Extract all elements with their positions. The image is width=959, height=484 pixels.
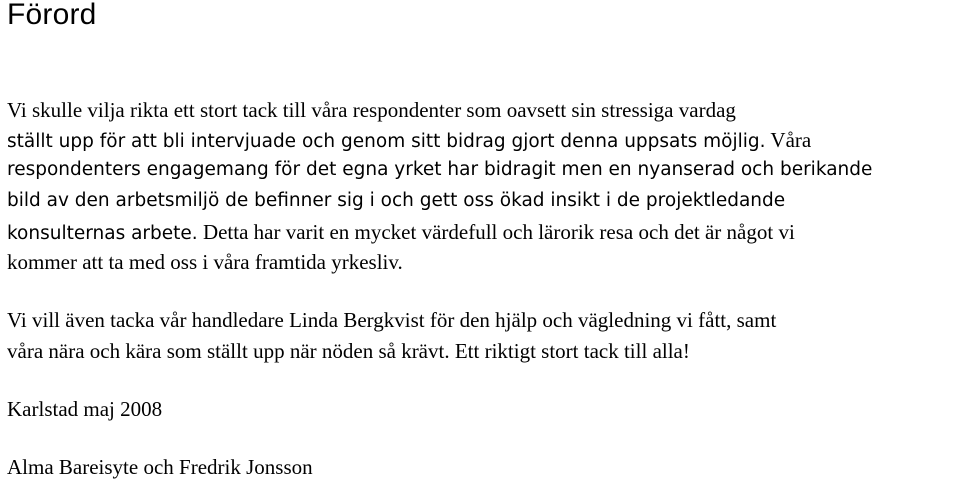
paragraph-text-segment: ställt upp för att bli intervjuade och genom sitt bidrag gjort denna uppsats möjlig.: [7, 131, 766, 152]
paragraph-line: bild av den arbetsmiljö de befinner sig i och gett oss ökad insikt i de projektledande: [7, 190, 786, 211]
paragraph-line: Vi vill även tacka vår handledare Linda Bergkvist för den hjälp och vägledning vi fått, samt: [7, 308, 777, 332]
paragraph-text-segment: Våra: [765, 128, 812, 152]
paragraph-line: Vi skulle vilja rikta ett stort tack till våra respondenter som oavsett sin stressiga vardag: [7, 98, 736, 122]
paragraph-line: [7, 219, 795, 247]
place-date: Karlstad maj 2008: [7, 397, 163, 421]
paragraph-text-segment: konsulternas arbete.: [7, 223, 198, 244]
paragraph-line: kommer att ta med oss i våra framtida yrkesliv.: [7, 250, 403, 274]
paragraph-line: respondenters engagemang för det egna yrket har bidragit men en nyanserad och berikande: [7, 159, 873, 180]
paragraph-text-segment: Detta har varit en mycket värdefull och lärorik resa och det är något vi: [197, 220, 795, 244]
page-title: Förord: [7, 0, 97, 31]
paragraph-line: våra nära och kära som ställt upp när nöden så krävt. Ett riktigt stort tack till alla!: [7, 339, 690, 363]
paragraph-line: [7, 127, 811, 155]
author-names: Alma Bareisyte och Fredrik Jonsson: [7, 455, 313, 479]
